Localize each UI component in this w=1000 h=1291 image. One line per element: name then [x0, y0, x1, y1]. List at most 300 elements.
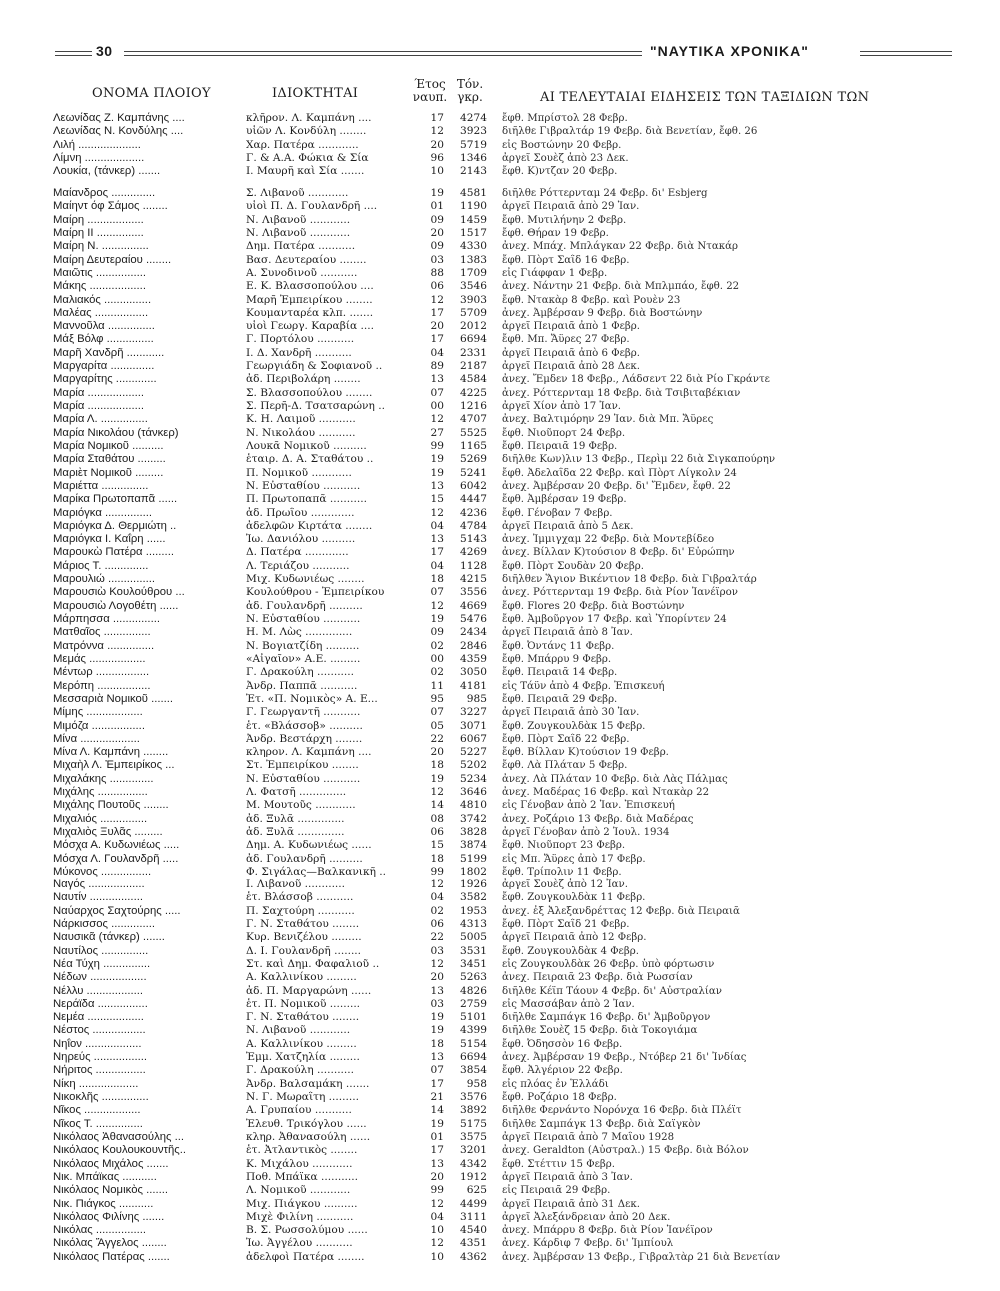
- gross-tons: 625: [466, 1184, 487, 1197]
- ship-row: [0, 985, 1000, 998]
- gross-tons: 3201: [460, 1144, 487, 1157]
- year-built: 02: [430, 904, 444, 917]
- ship-row: [0, 746, 1000, 759]
- column-header-tons: [448, 78, 492, 104]
- latest-news: ἀργεῖ Πειραιᾶ ἀπὸ 7 Μαΐου 1928: [502, 1131, 675, 1143]
- ship-name: Λεωνίδας Ν. Κονδύλης ....: [53, 125, 184, 138]
- latest-news: ἀνεχ. Ρόττερνταμ 19 Φεβρ. διὰ Ρίον Ἰανέϊρον: [502, 587, 738, 599]
- owner: Ἐτ. «Π. Νομικὸς» Α. Ε...: [246, 692, 378, 705]
- owner: Κ. Μιχάλου ............: [246, 1157, 353, 1170]
- gross-tons: 3874: [460, 839, 487, 852]
- latest-news: ἔφθ. Θήραν 19 Φεβρ.: [502, 227, 609, 239]
- owner: Α. Συνοδινοῦ ...........: [246, 266, 358, 279]
- latest-news: εἰς Βοστώνην 20 Φεβρ.: [502, 139, 622, 151]
- year-built: 04: [430, 891, 444, 904]
- gross-tons: 4330: [460, 240, 487, 253]
- gross-tons: 3828: [460, 826, 487, 838]
- latest-news: ἔφθ. Λὰ Πλάταν 5 Φεβρ.: [502, 760, 628, 772]
- year-built: 20: [430, 138, 444, 151]
- ship-list-section-lambda: [0, 112, 1000, 179]
- owner: Γ. Γεωργαντῆ ...........: [246, 706, 361, 719]
- ship-name: Νικ. Πιάγκος ...........: [53, 1197, 154, 1210]
- owner: Ε. Κ. Βλασσοπούλου ....: [246, 280, 374, 293]
- gross-tons: 4236: [460, 506, 487, 519]
- latest-news: ἔφθ. Ντακὰρ 8 Φεβρ. καὶ Ρουὲν 23: [502, 294, 681, 306]
- gross-tons: 4581: [460, 187, 487, 199]
- ship-name: Ματρόννα ...............: [53, 639, 155, 652]
- latest-news: ἀργεῖ Χίον ἀπὸ 17 Ἰαν.: [502, 401, 622, 412]
- year-built: 19: [430, 613, 444, 625]
- latest-news: ἀνεχ. Ἀμβέρσαν 19 Φεβρ., Ντόβερ 21 δι' Ἰνδίας: [502, 1052, 747, 1064]
- owner: Π. Πρωτοπαπᾶ ...........: [246, 493, 367, 506]
- ship-name: Νέδων ..................: [53, 971, 147, 984]
- owner: Κουλούθρου - Ἐμπειρίκου: [246, 586, 385, 599]
- year-built: 18: [430, 1037, 444, 1050]
- gross-tons: 3892: [460, 1104, 487, 1117]
- column-header-year: [410, 78, 450, 104]
- ship-name: Μαρουλιώ ...............: [53, 573, 156, 586]
- latest-news: εἰς Ζουγκουλδὰκ 26 Φεβρ. ὑπὸ φόρτωσιν: [502, 958, 715, 970]
- ship-row: [0, 1091, 1000, 1104]
- ship-name: Μόσχα Λ. Γουλανδρῆ .....: [53, 852, 179, 865]
- ship-name: Νηρεύς .................: [53, 1051, 148, 1064]
- latest-news: ἔφθ. Πὸρτ Σαΐδ 21 Φεβρ.: [502, 918, 630, 930]
- gross-tons: 2846: [460, 639, 487, 652]
- latest-news: ἀνεχ. Κάρδιφ 7 Φεβρ. δι' Ἰμπίουλ: [502, 1238, 674, 1250]
- latest-news: εἰς πλόας ἐν Ἑλλάδι: [502, 1078, 609, 1090]
- ship-name: Μεμάς ..................: [53, 652, 146, 665]
- gross-tons: 3575: [460, 1130, 487, 1143]
- ship-name: Νηΐον ..................: [53, 1037, 142, 1050]
- owner: Ἰω. Ἀγγέλου ...........: [246, 1237, 353, 1250]
- ship-row: [0, 360, 1000, 373]
- latest-news: ἔφθ. Πειραιᾶ 19 Φεβρ.: [502, 440, 618, 452]
- ship-name: Μαλέας .................: [53, 306, 149, 319]
- gross-tons: 5525: [460, 426, 487, 439]
- ship-row: [0, 200, 1000, 213]
- owner: ἑτ. «Βλάσσοβ» ..........: [246, 719, 363, 732]
- owner: Κ. Η. Λαιμοῦ ...........: [246, 413, 356, 426]
- ship-name: Ναυτίν .................: [53, 891, 143, 904]
- ship-row: [0, 467, 1000, 480]
- ship-row: [0, 440, 1000, 453]
- year-built: 95: [430, 692, 444, 705]
- latest-news: ἀνεχ. Βίλλαν Κ)τούσιον 8 Φεβρ. δι' Εὐρώπην: [502, 547, 735, 559]
- year-built: 00: [430, 652, 444, 665]
- gross-tons: 5143: [460, 533, 487, 546]
- ship-name: Μιχαλιὸς Ξυλᾶς .........: [53, 826, 163, 838]
- owner: Δημ. Πατέρα ...........: [246, 240, 356, 253]
- ship-row: [0, 1024, 1000, 1037]
- ship-name: Μύκονος ................: [53, 865, 152, 878]
- gross-tons: 4342: [460, 1157, 487, 1170]
- year-built: 04: [430, 559, 444, 572]
- ship-row: [0, 905, 1000, 918]
- owner: Ν. Γ. Μωραΐτη .........: [246, 1091, 359, 1103]
- ship-row: [0, 573, 1000, 586]
- latest-news: ἔφθ. Πὸρτ Σαΐδ 22 Φεβρ.: [502, 733, 630, 745]
- latest-news: ἀνεχ. Μπάχ. Μπλάγκαν 22 Φεβρ. διὰ Ντακάρ: [502, 241, 738, 253]
- ship-row: [0, 307, 1000, 320]
- ship-row: [0, 1104, 1000, 1117]
- year-built: 88: [430, 266, 444, 279]
- owner: Κυρ. Βενιζέλου .........: [246, 931, 362, 944]
- ship-row: [0, 187, 1000, 200]
- ship-name: Μιχάλης Πουτοῦς ........: [53, 799, 169, 812]
- year-built: 19: [430, 772, 444, 785]
- gross-tons: 2759: [460, 997, 487, 1010]
- owner: ἀδ. Γουλανδρῆ ..........: [246, 599, 363, 612]
- owner: Φ. Σιγάλας—Βαλκανικῆ ..: [246, 865, 387, 878]
- ship-name: Μαριὲτ Νομικοῦ .........: [53, 466, 164, 479]
- gross-tons: 1802: [460, 865, 487, 878]
- latest-news: ἀργεῖ Πειραιᾶ ἀπὸ 5 Δεκ.: [502, 520, 634, 532]
- ship-name: Μαρία ..................: [53, 400, 145, 412]
- owner: Π. Νομικοῦ ............: [246, 466, 352, 479]
- gross-tons: 1128: [460, 559, 487, 572]
- owner: ἀδ. Ξυλᾶ ..............: [246, 812, 345, 825]
- latest-news: ἔφθ. Γένοβαν 7 Φεβρ.: [502, 507, 613, 519]
- ship-name: Λεωνίδας Ζ. Καμπάνης ....: [53, 112, 185, 124]
- gross-tons: 4784: [460, 519, 487, 532]
- latest-news: εἰς Μπ. Ἄϋρες ἀπὸ 17 Φεβρ.: [502, 853, 646, 865]
- ship-name: Μίνα ...................: [53, 732, 140, 745]
- gross-tons: 3576: [460, 1091, 487, 1103]
- gross-tons: 3546: [460, 280, 487, 293]
- ship-name: Μαίρη ΙΙ ...............: [53, 226, 144, 239]
- year-built: 20: [430, 1170, 444, 1183]
- owner: Μιχ. Κυδωνιέως ........: [246, 573, 365, 586]
- ship-row: [0, 653, 1000, 666]
- latest-news: ἔφθ. Πειραιᾶ 29 Φεβρ.: [502, 693, 618, 705]
- year-built: 14: [430, 1104, 444, 1117]
- ship-name: Νῖκος ..................: [53, 1104, 141, 1117]
- ship-name: Μεσσαριὰ Νομικοῦ .......: [53, 692, 174, 705]
- latest-news: ἀνεχ. Ἔμδεν 18 Φεβρ., Λάδσεντ 22 διὰ Ρίο Γκράντε: [502, 374, 770, 386]
- gross-tons: 5269: [460, 453, 487, 466]
- owner: ἀδελφῶν Κιρτάτα ........: [246, 519, 373, 532]
- owner: Σ. Περῆ-Δ. Τσατσαρώνη ..: [246, 400, 385, 412]
- year-built: 20: [430, 226, 444, 239]
- owner: Λ. Φατσῆ ..............: [246, 786, 347, 799]
- ship-name: Νικόλαος Κουλουκουντῆς..: [53, 1144, 187, 1157]
- owner: Σ. Λιβανοῦ ............: [246, 187, 349, 199]
- gross-tons: 3646: [460, 786, 487, 799]
- gross-tons: 5005: [460, 931, 487, 944]
- year-built: 89: [430, 360, 444, 373]
- owner: Γ. Δρακούλη ...........: [246, 666, 355, 679]
- ship-name: Ναγός ..................: [53, 878, 145, 890]
- ship-row: [0, 427, 1000, 440]
- latest-news: ἔφθ. Τρίπολιν 11 Φεβρ.: [502, 866, 622, 878]
- year-built: 03: [430, 253, 444, 266]
- latest-news: ἔφθ. Ζουγκουλδὰκ 15 Φεβρ.: [502, 720, 646, 732]
- gross-tons: 4584: [460, 373, 487, 386]
- year-built: 22: [430, 931, 444, 944]
- ship-name: Λιλή ....................: [53, 138, 141, 151]
- page-number: 30: [96, 43, 113, 59]
- latest-news: ἔφθ. Ὀδησσὸν 16 Φεβρ.: [502, 1038, 623, 1050]
- year-built: 96: [430, 151, 444, 164]
- gross-tons: 4359: [460, 652, 487, 665]
- year-built: 08: [430, 812, 444, 825]
- ship-row: [0, 666, 1000, 679]
- year-built: 15: [430, 839, 444, 852]
- ship-name: Μαρουσιὼ Κουλούθρου ...: [53, 586, 185, 599]
- ship-row: [0, 333, 1000, 346]
- year-built: 17: [430, 112, 444, 124]
- year-built: 04: [430, 519, 444, 532]
- year-built: 15: [430, 493, 444, 506]
- latest-news: ἔφθ. Flores 20 Φεβρ. διὰ Βοστώνην: [502, 600, 685, 612]
- owner: Ι. Μαυρῆ καὶ Σία .......: [246, 165, 365, 178]
- gross-tons: 5202: [460, 759, 487, 772]
- owner: ἀδ. Π. Μαργαρώνη ......: [246, 984, 372, 997]
- gross-tons: 4499: [460, 1197, 487, 1210]
- ship-name: Νέστος .................: [53, 1024, 146, 1037]
- latest-news: ἔφθ. Μπάρρυ 9 Φεβρ.: [502, 653, 612, 665]
- year-built: 20: [430, 971, 444, 984]
- year-built: 04: [430, 1210, 444, 1223]
- ship-name: Μαριόγκα Ι. Καΐρη ......: [53, 533, 166, 546]
- gross-tons: 6694: [460, 333, 487, 346]
- year-built: 13: [430, 1157, 444, 1170]
- gross-tons: 4215: [460, 573, 487, 586]
- ship-name: Ναυσικᾶ (τάνκερ) .......: [53, 931, 165, 944]
- year-built: 13: [430, 479, 444, 492]
- ship-name: Μαρία Νικολάου (τάνκερ): [53, 426, 179, 439]
- year-built: 13: [430, 373, 444, 386]
- owner: Π. Σαχτούρη ...........: [246, 904, 355, 917]
- ship-row: [0, 294, 1000, 307]
- latest-news: ἀνεχ. Ἀμβέρσαν 13 Φεβρ., Γιβραλτὰρ 21 διὰ Βενετίαν: [502, 1251, 781, 1263]
- gross-tons: 5709: [460, 306, 487, 319]
- owner: Ἀνδρ. Βεστάρχη ........: [246, 732, 363, 745]
- latest-news: ἀνεχ. Πειραιᾶ 23 Φεβρ. διὰ Ρωσσίαν: [502, 972, 693, 984]
- gross-tons: 3050: [460, 666, 487, 679]
- gross-tons: 1383: [460, 253, 487, 266]
- ship-row: [0, 125, 1000, 138]
- gross-tons: 1165: [460, 439, 487, 452]
- gross-tons: 4313: [460, 917, 487, 930]
- owner: Α. Καλλινίκου .........: [246, 1037, 357, 1050]
- owner: ἀδ. Περιβολάρη ........: [246, 373, 361, 386]
- owner: Γ. Δρακούλη ...........: [246, 1064, 355, 1077]
- ship-row: [0, 373, 1000, 386]
- year-built: 13: [430, 533, 444, 546]
- ship-name: Νέα Τύχη ...............: [53, 957, 151, 970]
- ship-name: Ναύαρχος Σαχτούρης .....: [53, 904, 181, 917]
- ship-name: Νικ. Μπάϊκας ...........: [53, 1170, 157, 1183]
- latest-news: ἔφθ. Ἀδελαΐδα 22 Φεβρ. καὶ Πὸρτ Λίγκολν 24: [502, 467, 737, 479]
- owner: Σ. Βλασσοπούλου ........: [246, 386, 373, 399]
- latest-news: ἀργεῖ Πειραιᾶ ἀπὸ 6 Φεβρ.: [502, 347, 641, 359]
- year-built: 03: [430, 997, 444, 1010]
- owner: ἑτ. Βλάσσοβ ...........: [246, 891, 354, 904]
- ship-row: [0, 413, 1000, 426]
- ship-name: Νικόλαος Νομικὸς .......: [53, 1184, 169, 1197]
- ship-row: [0, 112, 1000, 125]
- ship-name: Μιμόζα .................: [53, 719, 145, 732]
- owner: κληρ. Ἀθανασούλη ......: [246, 1130, 371, 1143]
- owner: «Αἰγαῖον» Α.Ε. .........: [246, 652, 361, 665]
- latest-news: ἀργεῖ Σουὲζ ἀπὸ 23 Δεκ.: [502, 152, 629, 164]
- year-built: 19: [430, 466, 444, 479]
- latest-news: ἔφθ. Ροζάριο 18 Φεβρ.: [502, 1092, 617, 1103]
- year-built: 19: [430, 453, 444, 466]
- latest-news: ἔφθ. Κ)ντζαν 20 Φεβρ.: [502, 166, 618, 178]
- latest-news: διῆλθε Φερνάντο Νορόνχα 16 Φεβρ. διὰ Πλέϊτ: [502, 1105, 742, 1117]
- year-built: 01: [430, 1130, 444, 1143]
- latest-news: ἀνεχ. Λὰ Πλάταν 10 Φεβρ. διὰ Λὰς Πάλμας: [502, 773, 728, 785]
- ship-row: [0, 1118, 1000, 1131]
- latest-news: ἔφθ. Μπ. Ἄϋρες 27 Φεβρ.: [502, 334, 630, 346]
- ship-row: [0, 227, 1000, 240]
- ship-row: [0, 799, 1000, 812]
- gross-tons: 4274: [460, 112, 487, 124]
- gross-tons: 4707: [460, 413, 487, 426]
- header-rule-left-bottom: [55, 55, 92, 56]
- latest-news: ἀνεχ. Μαδέρας 16 Φεβρ. καὶ Ντακὰρ 22: [502, 787, 710, 799]
- ship-name: Νέλλυ ..................: [53, 984, 144, 997]
- latest-news: διῆλθεν Ἅγιον Βικέντιον 18 Φεβρ. διὰ Γιβραλτάρ: [502, 574, 757, 586]
- latest-news: διῆλθε Κων)λιν 13 Φεβρ., Περὶμ 22 διὰ Σιγκαπούρην: [502, 454, 776, 466]
- latest-news: ἀνεχ. Βαλτιμόρην 29 Ἰαν. διὰ Μπ. Ἄϋρες: [502, 414, 714, 426]
- gross-tons: 3531: [460, 944, 487, 957]
- gross-tons: 2187: [460, 360, 487, 373]
- ship-row: [0, 480, 1000, 493]
- owner: Μαρῆ Ἐμπειρίκου ........: [246, 293, 373, 306]
- gross-tons: 5101: [460, 1011, 487, 1024]
- ship-name: Μαίρη Ν. ...............: [53, 240, 149, 253]
- ship-name: Μάκης ..................: [53, 280, 146, 293]
- ship-name: Νικόλαος Μιχάλος .......: [53, 1157, 169, 1170]
- column-header-tons-line2: γκρ.: [457, 90, 483, 104]
- gross-tons: 5227: [460, 746, 487, 759]
- latest-news: ἔφθ. Πὸρτ Σαΐδ 16 Φεβρ.: [502, 254, 630, 266]
- page-header: [0, 43, 1000, 63]
- latest-news: ἔφθ. Ἀμβέρσαν 19 Φεβρ.: [502, 494, 627, 506]
- ship-row: [0, 1224, 1000, 1237]
- owner: Ι. Δ. Χανδρῆ ...........: [246, 346, 352, 359]
- latest-news: ἔφθ. Στέττιν 15 Φεβρ.: [502, 1158, 615, 1170]
- ship-row: [0, 891, 1000, 904]
- ship-row: [0, 453, 1000, 466]
- ship-name: Μαρία Λ. ...............: [53, 413, 148, 426]
- owner: Ν. Εὐσταθίου ...........: [246, 479, 361, 492]
- year-built: 12: [430, 125, 444, 138]
- owner: Ν. Νικολάου ...........: [246, 426, 356, 439]
- latest-news: ἔφθ. Ζουγκουλδὰκ 11 Φεβρ.: [502, 892, 646, 904]
- year-built: 07: [430, 386, 444, 399]
- ship-row: [0, 1237, 1000, 1250]
- header-rule-left-top: [55, 51, 92, 52]
- latest-news: διῆλθε Σουὲζ 15 Φεβρ. διὰ Τοκογιάμα: [502, 1025, 698, 1037]
- gross-tons: 4362: [460, 1250, 487, 1263]
- gross-tons: 1190: [460, 200, 487, 213]
- owner: κληρον. Λ. Καμπάνη ....: [246, 746, 372, 759]
- ship-name: Νεράϊδα ................: [53, 997, 148, 1010]
- column-header-year-line1: Έτος: [414, 77, 446, 91]
- gross-tons: 3451: [460, 957, 487, 970]
- owner: Ν. Λιβανοῦ ............: [246, 226, 351, 239]
- gross-tons: 1953: [460, 904, 487, 917]
- owner: Στ. Ἐμπειρίκου ........: [246, 759, 359, 772]
- latest-news: ἀργεῖ Πειραιᾶ ἀπὸ 31 Δεκ.: [502, 1198, 640, 1210]
- ship-name: Μέντωρ .................: [53, 666, 150, 679]
- latest-news: ἀνεχ. Ροζάριο 13 Φεβρ. διὰ Μαδέρας: [502, 813, 694, 825]
- ship-name: Μαννοῦλα ...............: [53, 320, 155, 333]
- ship-row: [0, 1078, 1000, 1091]
- gross-tons: 4669: [460, 599, 487, 612]
- ship-name: Νήριτος ................: [53, 1064, 146, 1077]
- ship-name: Μιχαὴλ Λ. Ἐμπειρίκος ...: [53, 759, 175, 772]
- ship-name: Μίμης ..................: [53, 706, 143, 719]
- gross-tons: 5241: [460, 466, 487, 479]
- latest-news: ἔφθ. Νιοῦπορτ 24 Φεβρ.: [502, 427, 626, 439]
- ship-row: [0, 400, 1000, 413]
- owner: Δ. Πατέρα .............: [246, 546, 349, 559]
- gross-tons: 5234: [460, 772, 487, 785]
- latest-news: ἀνεχ. Geraldton (Αὐστραλ.) 15 Φεβρ. διὰ Βόλον: [502, 1145, 749, 1157]
- gross-tons: 4351: [460, 1237, 487, 1250]
- gross-tons: 2434: [460, 626, 487, 639]
- ship-row: [0, 958, 1000, 971]
- year-built: 10: [430, 165, 444, 178]
- latest-news: ἔφθ. Βίλλαν Κ)τούσιον 19 Φεβρ.: [502, 747, 669, 759]
- gross-tons: 1912: [460, 1170, 487, 1183]
- year-built: 99: [430, 865, 444, 878]
- latest-news: ἔφθ. Μπρίστολ 28 Φεβρ.: [502, 113, 628, 124]
- ship-name: Μάρπησσα ...............: [53, 613, 160, 625]
- owner: Α. Γρυπαίου ...........: [246, 1104, 352, 1117]
- latest-news: εἰς Γιάφφαν 1 Φεβρ.: [502, 267, 608, 279]
- ship-name: Μαίανδρος ..............: [53, 187, 156, 199]
- gross-tons: 3111: [460, 1210, 487, 1223]
- gross-tons: 5154: [460, 1037, 487, 1050]
- ship-row: [0, 1171, 1000, 1184]
- header-rule-center-top: [124, 51, 642, 52]
- owner: Ἐμμ. Χατζηλία .........: [246, 1051, 360, 1064]
- gross-tons: 4399: [460, 1024, 487, 1037]
- year-built: 20: [430, 320, 444, 333]
- ship-row: [0, 387, 1000, 400]
- ship-name: Μαργαρίτης .............: [53, 373, 157, 386]
- year-built: 12: [430, 786, 444, 799]
- year-built: 17: [430, 1077, 444, 1090]
- ship-name: Μάριος Τ. ..............: [53, 559, 149, 572]
- ship-row: [0, 586, 1000, 599]
- latest-news: ἀνεχ. Ἰμμιγχαμ 22 Φεβρ. διὰ Μοντεβίδεο: [502, 534, 715, 546]
- owner: Κουμανταρέα κλπ. .......: [246, 306, 374, 319]
- owner: Χαρ. Πατέρα ............: [246, 138, 359, 151]
- ship-name: Μαρῆ Χανδρῆ ............: [53, 346, 165, 359]
- ship-row: [0, 1184, 1000, 1197]
- ship-row: [0, 267, 1000, 280]
- owner: Γ. Ν. Σταθάτου ........: [246, 1011, 360, 1024]
- column-header-ship-name: ΟΝΟΜΑ ΠΛΟΙΟΥ: [92, 86, 211, 101]
- ship-row: [0, 1064, 1000, 1077]
- latest-news: ἔφθ. Πὸρτ Σουδὰν 20 Φεβρ.: [502, 560, 645, 572]
- year-built: 10: [430, 1250, 444, 1263]
- year-built: 09: [430, 240, 444, 253]
- year-built: 12: [430, 1197, 444, 1210]
- owner: Ν. Λιβανοῦ ............: [246, 1024, 351, 1037]
- gross-tons: 6694: [460, 1051, 487, 1064]
- ship-row: [0, 320, 1000, 333]
- ship-name: Λίμνη ...................: [53, 151, 145, 164]
- journal-title: "ΝΑΥΤΙΚΑ ΧΡΟΝΙΚΑ": [650, 43, 809, 59]
